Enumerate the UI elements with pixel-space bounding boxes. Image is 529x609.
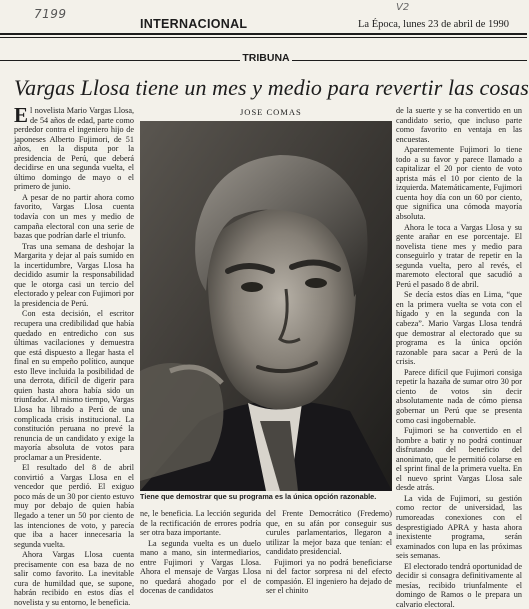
article-column-3 (396, 106, 522, 609)
label-rule-left (0, 60, 240, 61)
paragraph: Se decía estos días en Lima, “que en la primera vuelta se vota con el hígado y en la segunda con la cabeza”. Mario Vargas Llosa tendrá que demostrar al electorado que su programa es la única opción razonable para sacar a Perú de la crisis. (396, 290, 522, 367)
article-column-2b (266, 509, 392, 600)
paragraph: El electorado tendrá oportunidad de decidir si consagra definitivamente al mesías, recibido triunfalmente el domingo de Ramos o le prepara un calvario electoral. (396, 561, 522, 609)
article-column-1 (14, 103, 134, 607)
dateline: La Época, lunes 23 de abril de 1990 (358, 19, 510, 30)
paragraph: Parece difícil que Fujimori consiga repetir la hazaña de sumar otro 30 por ciento de votos sin decir absolutamente nada de cómo piensa gobernar un Perú que se presenta como casi ingobernable. (396, 367, 522, 425)
portrait-illustration (140, 121, 392, 491)
paragraph: A pesar de no partir ahora como favorito, Vargas Llosa cuenta todavía con un mes y medio de campaña electoral con una serie de bazas que podrían darle el triunfo. (14, 192, 134, 241)
byline: JOSE COMAS (240, 107, 302, 117)
paragraph: de la suerte y se ha convertido en un candidato serio, que incluso parte como favorito en ventaja en las encuestas. (396, 106, 522, 144)
paragraph: Ahora le toca a Vargas Llosa y su gente arañar en ese porcentaje. El novelista tiene mes y medio para conseguirlo y tratar de repetir en la segunda vuelta, pero al revés, el maremoto electoral que sacudió a Perú el pasado 8 de abril. (396, 222, 522, 289)
paragraph: Ahora Vargas Llosa cuenta precisamente con esa baza de no salir como favorito. La inevitable cura de humildad que, se supone, habrán recibido en estos días el novelista y su entorno, le beneficia. (14, 550, 134, 607)
paragraph: El novelista Mario Vargas Llosa, de 54 años de edad, parte como perdedor contra el ingeniero hijo de japoneses Alberto Fujimori, de 51 años, en la disputa por la presidencia de Perú, que deberá decidirse en una segunda vuelta, el último domingo de mayo o el primero de junio. (14, 103, 134, 192)
section-title: INTERNACIONAL (140, 17, 248, 31)
header-rule (0, 33, 527, 35)
paragraph: Con esta decisión, el escritor recupera una credibilidad que había quedado en entredicho con sus últimas vacilaciones y demuestra que está dispuesto a llegar hasta el final en su empeño político, aunque esto lleve incluida la posibilidad de una derrota, difícil de digerir para quien hasta ahora había sido un triunfador. Al mismo tiempo, Vargas Llosa ha librado a Perú de una complicada crisis institucional. La constitución peruana no prevé la renuncia de un candidato y exige la mayoría absoluta de votos para proclamar a un Presidente. (14, 309, 134, 462)
handwritten-archive-number: 7199 (34, 7, 67, 21)
paragraph: ne, le beneficia. La lección segurida de la rectificación de errores podría ser otra baza importante. (140, 509, 261, 538)
paragraph: Tras una semana de deshojar la Margarita y dejar al país sumido en la incertidumbre, Vargas Llosa ha decidido asumir la responsabilidad que le otorga casi un tercio del electorado y pelear con Fujimori por la presidencia de Perú. (14, 241, 134, 308)
headline: Vargas Llosa tiene un mes y medio para revertir las cosas (14, 75, 529, 100)
article-column-2a (140, 509, 261, 600)
article-label: TRIBUNA (242, 52, 290, 64)
paragraph: Fujimori se ha convertido en el hombre a batir y no podrá continuar disfrutando del beneficio del anonimato, que le permitió colarse en el sprint final de la primera vuelta. En el nuevo sprint Vargas Llosa sale desde atrás. (396, 426, 522, 493)
paragraph: El resultado del 8 de abril convirtió a Vargas Llosa en el vencedor que perdió. El exiguo poco más de un 30 por ciento estuvo muy por debajo de quien había llegado a tener un 50 por ciento de las intenciones de voto, y parecía que iba a hacer innecesaria la segunda vuelta. (14, 463, 134, 549)
paragraph: La vida de Fujimori, su gestión como rector de universidad, las rumoreadas conexiones con el desprestigiado APRA y hasta ahora inexistente programa, serán examinados con lupa en las próximas seis semanas. (396, 493, 522, 561)
paragraph: del Frente Democrático (Fredemo) que, en su afán por conseguir sus curules parlamentarios, llegaron a utilizar la mejor baza que tenían: el candidato presidencial. (266, 509, 392, 557)
paragraph: Fujimori ya no podrá beneficiarse ni del factor sorpresa ni del efecto compasión. El ingeniero ha dejado de ser el chinito (266, 557, 392, 596)
handwritten-page-mark: V2 (396, 2, 410, 13)
portrait-photo (140, 121, 392, 491)
paragraph: La segunda vuelta es un duelo mano a mano, sin intermediarios, entre Fujimori y Vargas Llosa. Ahora el mensaje de Vargas Llosa no quedará ahogado por el de docenas de candidatos (140, 538, 261, 596)
photo-caption: Tiene que demostrar que su programa es la única opción razonable. (140, 492, 377, 501)
drop-cap: E (14, 103, 29, 127)
paragraph: Aparentemente Fujimori lo tiene todo a su favor y parece llamado a capitalizar el 20 por ciento de voto aprista más el 10 por ciento de la izquierda. Matemáticamente, Fujimori cuenta hoy día con un 60 por ciento, que significa una cómoda mayoría absoluta. (396, 145, 522, 222)
header-rule-thin (0, 37, 527, 38)
label-rule-right (292, 60, 527, 61)
